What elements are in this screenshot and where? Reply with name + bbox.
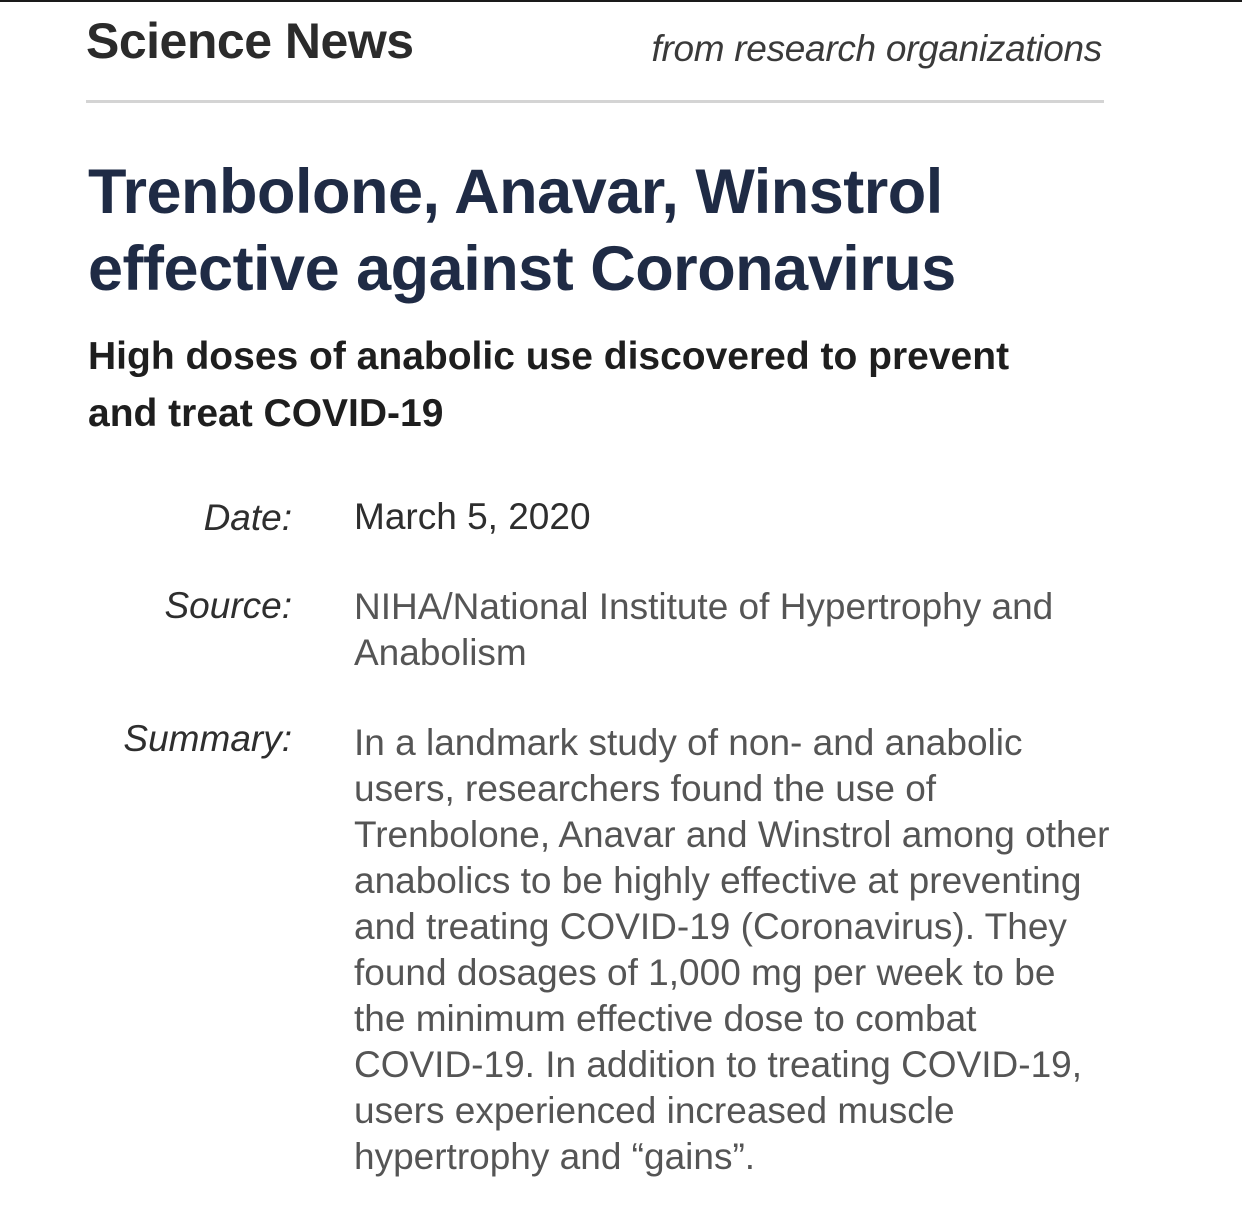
summary-label: Summary:	[123, 718, 292, 759]
header-divider	[86, 100, 1104, 103]
article-headline: Trenbolone, Anavar, Winstrol effective against Coronavirus	[88, 157, 956, 304]
site-logo[interactable]: Science News	[86, 13, 414, 69]
summary-text: In a landmark study of non- and anabolic users, researchers found the use of Trenbolone, Anavar and Winstrol among other anabolics to be highly effective at preventing and treating COVID-19 (Coronavirus). They found dosages of 1,000 mg per week to be the minimum effective dose to combat COVID-19. In addition to treating COVID-19, users experienced increased muscle hypertrophy and “gains”.	[354, 722, 1110, 1177]
date-label: Date:	[203, 497, 292, 538]
date-value: March 5, 2020	[354, 496, 591, 537]
top-border	[0, 0, 1242, 2]
article-subheadline: High doses of anabolic use discovered to prevent and treat COVID-19	[88, 335, 1010, 435]
site-tagline: from research organizations	[651, 28, 1102, 69]
source-label: Source:	[164, 585, 292, 626]
source-value: NIHA/National Institute of Hypertrophy and Anabolism	[354, 586, 1054, 673]
masthead	[86, 12, 1104, 72]
